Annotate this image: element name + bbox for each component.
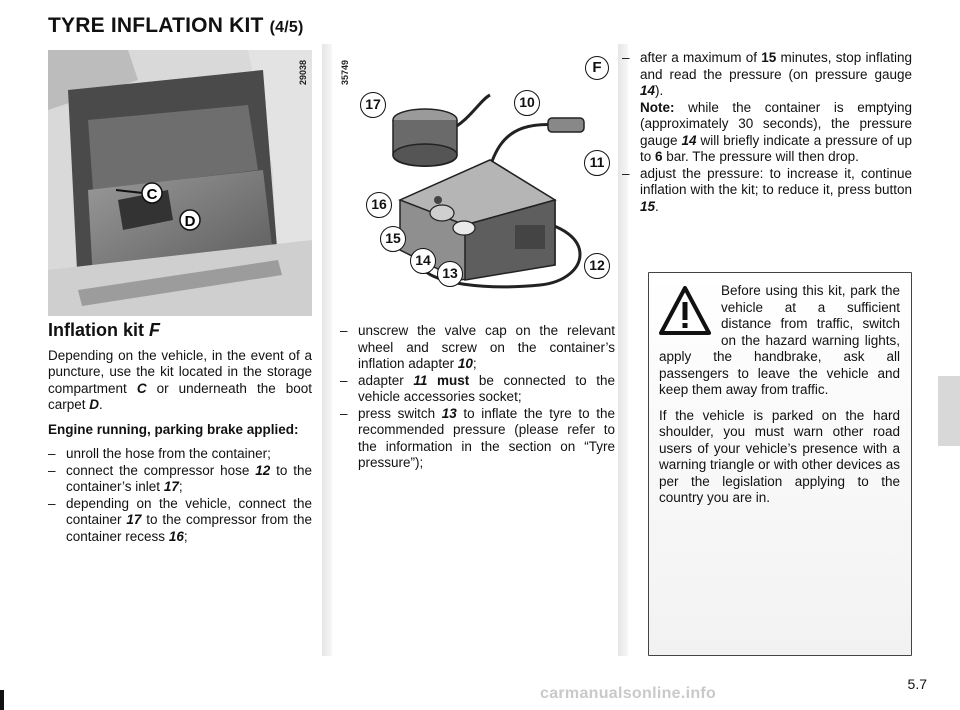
watermark: carmanualsonline.info <box>540 685 717 702</box>
warning-paragraph-2: If the vehicle is parked on the hard shoulder, you must warn other road users of your vehicle’s presence with a warning triangle or with other devices as per the legislation applying to the country you are in. <box>659 407 900 505</box>
intro-ref-d: D <box>89 397 100 412</box>
steps-list-2 <box>340 323 615 472</box>
list-item-text: to the compressor from the container recess <box>66 512 312 544</box>
list-item-ref: 13 <box>441 405 457 421</box>
chapter-tab <box>938 376 960 446</box>
figure-ref-code-right: 35749 <box>340 60 350 86</box>
intro-ref-c: C <box>136 380 147 396</box>
list-item-ref: 12 <box>255 462 271 478</box>
warning-box <box>648 272 912 656</box>
note <box>640 100 912 166</box>
page-title-part: (4/5) <box>269 19 304 36</box>
column-1-text <box>48 322 312 545</box>
list-item-ref: 15 <box>640 198 656 214</box>
section-heading <box>48 322 312 339</box>
page-number: 5.7 <box>907 676 927 692</box>
list-item <box>48 446 312 463</box>
boot-compartment-illustration <box>48 50 312 316</box>
callout-13: 13 <box>437 261 463 287</box>
inflation-kit-drawing <box>340 50 615 316</box>
list-item-emphasis: must <box>427 372 470 388</box>
list-item-text: ). <box>655 83 664 98</box>
list-item-ref: 16 <box>168 528 184 544</box>
callout-10: 10 <box>514 90 540 116</box>
intro-text-2: or underneath the boot carpet <box>48 380 313 412</box>
list-item-text: be connected to the vehicle accessories socket; <box>358 372 615 404</box>
list-item <box>622 50 912 166</box>
intro-text-1: Depending on the vehicle, in the event of a puncture, use the kit located in the storage compartment <box>48 347 312 396</box>
intro-paragraph <box>48 348 312 414</box>
callout-14: 14 <box>410 248 436 274</box>
list-item-text: adjust the pressure: to increase it, continue inflation with the kit; to reduce it, press button <box>640 165 912 197</box>
engine-running-note: Engine running, parking brake applied: <box>48 421 299 437</box>
note-text: bar. The pressure will then drop. <box>662 149 859 164</box>
list-item-text: ; <box>183 528 188 544</box>
list-item <box>340 406 615 472</box>
steps-list-3 <box>622 50 912 215</box>
callout-label-f: F <box>585 56 609 80</box>
svg-text:C: C <box>146 186 158 203</box>
list-item-text: to the container’s inlet <box>66 462 312 494</box>
column-2-text <box>340 323 615 472</box>
callout-16: 16 <box>366 192 392 218</box>
section-heading-ref: F <box>149 320 160 340</box>
page-title-main: TYRE INFLATION KIT <box>48 14 264 37</box>
list-item-text: connect the compressor hose <box>66 462 256 478</box>
note-text: will briefly indicate a pressure of up to <box>640 132 912 164</box>
note-emphasis: 6 <box>655 149 663 164</box>
list-item-emphasis: 15 <box>761 50 777 65</box>
steps-list-1 <box>48 446 312 545</box>
list-item <box>340 323 615 373</box>
list-item <box>622 166 912 216</box>
list-item-text: depending on the vehicle, connect the container <box>66 495 312 527</box>
list-item-ref: 17 <box>126 512 142 527</box>
list-item-text: after a maximum of <box>640 50 762 65</box>
callout-17: 17 <box>360 92 386 118</box>
warning-triangle-icon <box>659 285 711 337</box>
list-item-ref: 17 <box>163 479 179 494</box>
page-title <box>48 14 303 38</box>
list-item-ref: 10 <box>457 356 473 371</box>
list-item-text: ; <box>178 479 183 494</box>
list-item-text: to inflate the tyre to the recommended pressure (please refer to the information in the section on “Tyre pressure”); <box>358 405 615 470</box>
callout-11: 11 <box>584 150 610 176</box>
callout-15: 15 <box>380 226 406 252</box>
list-item-text: . <box>655 198 659 214</box>
section-heading-text: Inflation kit <box>48 320 149 340</box>
list-item <box>48 463 312 496</box>
list-item <box>340 373 615 406</box>
note-label: Note: <box>640 99 675 115</box>
list-item-ref: 14 <box>640 83 656 98</box>
note-ref: 14 <box>681 132 697 148</box>
corner-mark <box>0 690 4 710</box>
list-item-text: unroll the hose from the container; <box>66 446 271 461</box>
warning-paragraph-1: Before using this kit, park the vehicle at a sufficient distance from traffic, switch on the hazard warning lights, apply the handbrake, ask all passengers to leave the vehicle and keep them away from traffic. <box>659 283 900 397</box>
note-text: while the container is emptying (approximately 30 seconds), the pressure gauge <box>640 99 912 148</box>
intro-text-3: . <box>99 397 103 412</box>
list-item-ref: 11 <box>413 372 428 388</box>
list-item-text: adapter <box>358 372 414 388</box>
list-item <box>48 496 312 546</box>
inflation-kit-illustration <box>340 50 615 316</box>
list-item-text: unscrew the valve cap on the relevant wheel and screw on the container’s inflation adapter <box>358 323 615 371</box>
list-item-text: minutes, stop inflating and read the pressure (on pressure gauge <box>640 50 912 82</box>
column-3-text <box>622 50 912 215</box>
column-divider-1 <box>322 44 332 656</box>
figure-ref-code-left: 29038 <box>298 60 308 86</box>
list-item-text: ; <box>472 356 477 371</box>
callout-12: 12 <box>584 253 610 279</box>
list-item-text: press switch <box>358 405 442 421</box>
label-d-marker <box>180 210 200 230</box>
svg-text:D: D <box>184 213 196 230</box>
boot-compartment-drawing <box>48 50 312 316</box>
